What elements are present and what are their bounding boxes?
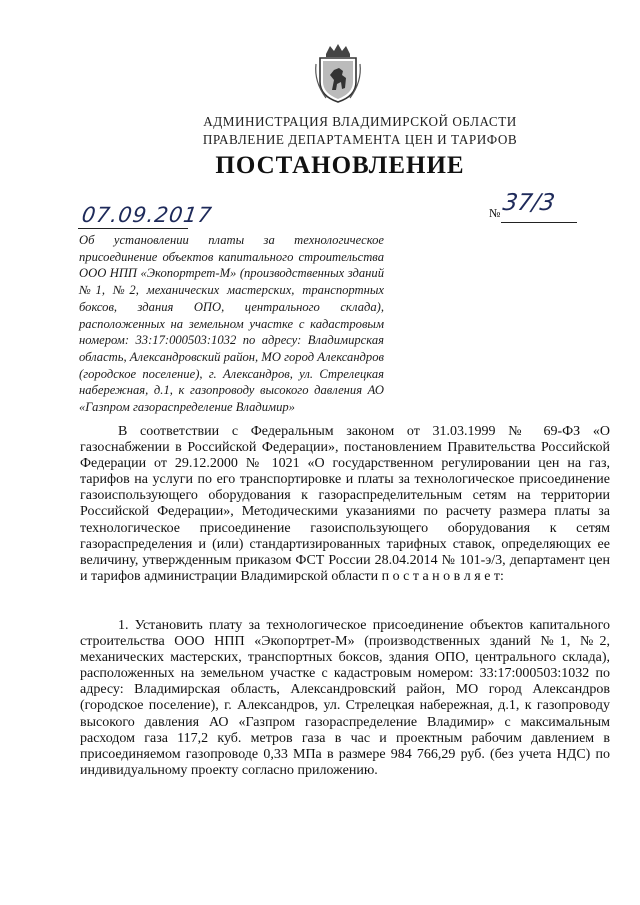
number-label: №: [489, 206, 501, 220]
document-title: ПОСТАНОВЛЕНИЕ: [215, 152, 465, 179]
document-date: 07.09.2017: [80, 203, 214, 227]
document-number: 37/3: [501, 190, 557, 216]
date-underline: [78, 228, 188, 229]
org-name-line2: ПРАВЛЕНИЕ ДЕПАРТАМЕНТА ЦЕН И ТАРИФОВ: [202, 132, 518, 147]
number-underline: [501, 222, 577, 223]
org-name-line1: АДМИНИСТРАЦИЯ ВЛАДИМИРСКОЙ ОБЛАСТИ: [203, 114, 517, 129]
body-paragraph-2: [80, 618, 610, 779]
paragraph-text: В соответствии с Федеральным законом от 31.03.1999 № 69-ФЗ «О газоснабжении в Российской Федерации», постановлением Правительства Российской Федерации от 29.12.2000 № 1021 «О государственном регулировании цен на газ, тарифов на услуги по его транспортировке и платы за технологическое присоединение газоиспользующего оборудования к газораспределительным сетям на территории Российской Федерации», Методическими указаниями по расчету размера платы за технологическое присоединение газоиспользующего оборудования к сетям газораспределения и (или) стандартизированных тарифных ставок, определяющих ее величину, утвержденным приказом ФСТ России 28.04.2014 № 101-э/3, департамент цен и тарифов администрации Владимирской области п о с т а н о в л я е т:: [80, 424, 610, 584]
coat-of-arms-icon: [312, 42, 364, 106]
paragraph-text: 1. Установить плату за технологическое присоединение объектов капитального строительства ООО НПП «Экопортрет-М» (производственных зданий №1, №2, механических мастерских, транспортных боксов, здания ОПО, центрального склада), расположенных на земельном участке с кадастровым номером: 33:17:000503:1032 по адресу: Владимирская область, Александровский район, МО город Александров (городское поселение), г. Александров, ул. Стрелецкая набережная, д.1, к газопроводу высокого давления АО «Газпром газораспределение Владимир» с максимальным расходом газа 117,2 куб. метров газа в час и проектным рабочим давлением в присоединяемом газопроводе 0,33 МПа в размере 984 766,29 руб. (без учета НДС) по индивидуальному проекту согласно приложению.: [80, 618, 610, 778]
body-paragraph-1: [80, 424, 610, 585]
document-subject: Об установлении платы за технологическое присоединение объектов капитального строительства ООО НПП «Экопортрет-М» (производственных зданий №1, №2, механических мастерских, транспортных боксов, здания ОПО, центрального склада), расположенных на земельном участке с кадастровым номером: 33:17:000503:1032 по адресу: Владимирская область, Александровский район, МО город Александров (городское поселение), г. Александров, ул. Стрелецкая набережная, д.1, к газопроводу высокого давления АО «Газпром газораспределение Владимир»: [79, 233, 384, 415]
